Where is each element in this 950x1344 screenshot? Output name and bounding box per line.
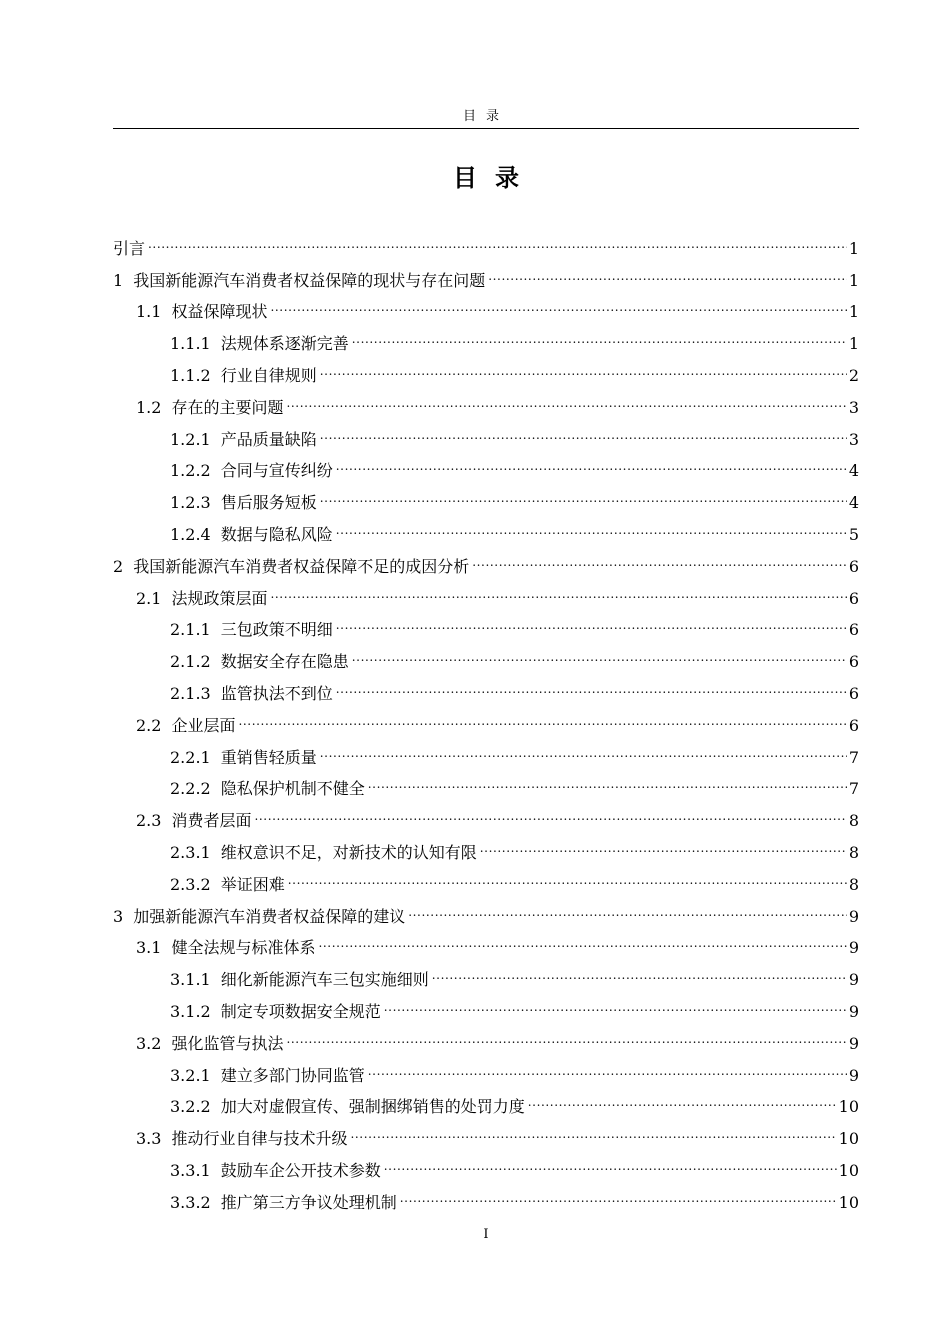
toc-dot-leader [254, 794, 846, 826]
toc-entry-label: 企业层面 [171, 715, 236, 735]
toc-entry-label: 细化新能源汽车三包实施细则 [220, 970, 429, 990]
toc-entry-label: 行业自律规则 [220, 365, 317, 385]
toc-entry-label: 数据与隐私风险 [220, 524, 333, 544]
toc-dot-leader [286, 1017, 846, 1049]
toc-entry-number: 3.3.2 [170, 1192, 211, 1212]
toc-dot-leader [320, 476, 847, 508]
toc-entry-page: 2 [848, 365, 859, 385]
toc-entry-number: 2.1.1 [170, 620, 211, 640]
toc-dot-leader [368, 1049, 847, 1081]
toc-entry-page: 3 [848, 397, 859, 417]
toc-dot-leader [432, 953, 847, 985]
toc-entry-page: 8 [848, 811, 859, 831]
toc-entry-number: 2.3.1 [170, 842, 211, 862]
toc-entry-label: 引言 [113, 238, 146, 258]
toc-dot-leader [408, 890, 847, 922]
toc-dot-leader [336, 508, 847, 540]
toc-entry-label: 重销售轻质量 [220, 747, 317, 767]
toc-dot-leader [336, 667, 847, 699]
toc-entry-label: 监管执法不到位 [220, 683, 333, 703]
toc-entry-number: 3.1.1 [170, 970, 211, 990]
toc-dot-leader [350, 1112, 836, 1144]
toc-dot-leader [528, 1081, 837, 1113]
toc-entry-page: 7 [848, 779, 859, 799]
table-of-contents [113, 222, 859, 1212]
page-number: I [483, 1227, 489, 1242]
toc-entry-label: 加大对虚假宣传、强制捆绑销售的处罚力度 [220, 1097, 525, 1117]
toc-entry-page: 7 [848, 747, 859, 767]
toc-entry[interactable] [113, 254, 859, 290]
toc-entry-label: 产品质量缺陷 [220, 429, 317, 449]
toc-entry-page: 3 [848, 429, 859, 449]
toc-dot-leader [472, 540, 847, 572]
toc-entry-page: 1 [848, 334, 859, 354]
toc-entry-number: 1 [113, 270, 124, 290]
toc-entry-number: 2.3 [136, 811, 162, 831]
toc-dot-leader [270, 572, 846, 604]
toc-entry-page: 8 [848, 842, 859, 862]
toc-entry-page: 4 [848, 493, 859, 513]
toc-entry-label: 鼓励车企公开技术参数 [220, 1160, 381, 1180]
toc-title: 目录 [453, 164, 537, 192]
toc-entry-page: 4 [848, 461, 859, 481]
toc-entry-number: 1.2.3 [170, 493, 211, 513]
toc-entry-page: 9 [848, 938, 859, 958]
toc-dot-leader [488, 254, 847, 286]
toc-dot-leader [352, 317, 847, 349]
toc-dot-leader [148, 222, 847, 254]
toc-entry-number: 1.1 [136, 302, 162, 322]
toc-entry-page: 9 [848, 1001, 859, 1021]
toc-dot-leader [318, 922, 846, 954]
toc-entry-number: 1.1.2 [170, 365, 211, 385]
toc-entry-page: 10 [838, 1160, 859, 1180]
header-rule [113, 128, 859, 129]
toc-entry-label: 权益保障现状 [171, 302, 268, 322]
toc-entry-page: 6 [848, 652, 859, 672]
toc-entry-page: 9 [848, 1065, 859, 1085]
toc-entry-number: 1.2 [136, 397, 162, 417]
toc-dot-leader [320, 349, 847, 381]
toc-entry-page: 9 [848, 1033, 859, 1053]
toc-entry-page: 6 [848, 715, 859, 735]
toc-entry-label: 法规政策层面 [171, 588, 268, 608]
toc-entry-page: 1 [848, 238, 859, 258]
toc-entry-number: 2.2 [136, 715, 162, 735]
toc-dot-leader [270, 286, 846, 318]
toc-entry-label: 建立多部门协同监管 [220, 1065, 365, 1085]
toc-entry-number: 2 [113, 556, 124, 576]
toc-dot-leader [336, 445, 847, 477]
toc-entry-page: 6 [848, 620, 859, 640]
toc-entry-label: 消费者层面 [171, 811, 252, 831]
toc-entry-label: 强化监管与执法 [171, 1033, 284, 1053]
toc-entry-number: 1.2.1 [170, 429, 211, 449]
toc-dot-leader [480, 826, 847, 858]
toc-entry-label: 加强新能源汽车消费者权益保障的建议 [133, 906, 406, 926]
toc-entry-number: 3.2.2 [170, 1097, 211, 1117]
toc-entry-page: 1 [848, 302, 859, 322]
toc-entry-page: 6 [848, 556, 859, 576]
toc-entry-label: 隐私保护机制不健全 [220, 779, 365, 799]
toc-entry-number: 1.2.4 [170, 524, 211, 544]
toc-entry-page: 1 [848, 270, 859, 290]
toc-entry-number: 3.1.2 [170, 1001, 211, 1021]
toc-dot-leader [288, 858, 847, 890]
toc-dot-leader [368, 763, 847, 795]
toc-entry-page: 10 [838, 1192, 859, 1212]
toc-entry-number: 3.3 [136, 1129, 162, 1149]
toc-dot-leader [286, 381, 846, 413]
toc-entry-number: 2.1.3 [170, 683, 211, 703]
toc-dot-leader [400, 1176, 837, 1208]
toc-entry-number: 2.1.2 [170, 652, 211, 672]
toc-dot-leader [384, 1144, 837, 1176]
toc-dot-leader [352, 635, 847, 667]
toc-entry-page: 10 [838, 1097, 859, 1117]
toc-entry-number: 3.2.1 [170, 1065, 211, 1085]
toc-entry-label: 售后服务短板 [220, 493, 317, 513]
toc-entry-label: 我国新能源汽车消费者权益保障的现状与存在问题 [133, 270, 486, 290]
toc-entry-number: 2.2.2 [170, 779, 211, 799]
toc-entry-number: 3.2 [136, 1033, 162, 1053]
toc-entry-label: 存在的主要问题 [171, 397, 284, 417]
toc-dot-leader [320, 413, 847, 445]
toc-entry-number: 3.3.1 [170, 1160, 211, 1180]
toc-entry-number: 3 [113, 906, 124, 926]
toc-entry-label: 制定专项数据安全规范 [220, 1001, 381, 1021]
toc-entry-number: 2.1 [136, 588, 162, 608]
toc-entry-label: 健全法规与标准体系 [171, 938, 316, 958]
toc-dot-leader [336, 604, 847, 636]
toc-entry-number: 1.1.1 [170, 334, 211, 354]
toc-dot-leader [238, 699, 846, 731]
toc-entry-label: 举证困难 [220, 874, 285, 894]
toc-entry-page: 5 [848, 524, 859, 544]
toc-entry-label: 推动行业自律与技术升级 [171, 1129, 348, 1149]
toc-entry-label: 维权意识不足，对新技术的认知有限 [220, 842, 477, 862]
toc-entry-page: 9 [848, 970, 859, 990]
toc-entry-number: 2.3.2 [170, 874, 211, 894]
toc-entry-page: 6 [848, 683, 859, 703]
toc-entry-label: 三包政策不明细 [220, 620, 333, 640]
toc-dot-leader [320, 731, 847, 763]
toc-dot-leader [384, 985, 847, 1017]
toc-entry-label: 法规体系逐渐完善 [220, 334, 349, 354]
toc-entry-page: 10 [838, 1129, 859, 1149]
toc-entry[interactable] [113, 222, 859, 258]
running-header: 目录 [462, 109, 509, 124]
toc-entry-label: 合同与宣传纠纷 [220, 461, 333, 481]
toc-entry-page: 9 [848, 906, 859, 926]
toc-entry-number: 3.1 [136, 938, 162, 958]
toc-entry-label: 推广第三方争议处理机制 [220, 1192, 397, 1212]
toc-entry-number: 1.2.2 [170, 461, 211, 481]
toc-entry-number: 2.2.1 [170, 747, 211, 767]
toc-entry-label: 数据安全存在隐患 [220, 652, 349, 672]
toc-entry-page: 6 [848, 588, 859, 608]
toc-entry-page: 8 [848, 874, 859, 894]
toc-entry-label: 我国新能源汽车消费者权益保障不足的成因分析 [133, 556, 470, 576]
